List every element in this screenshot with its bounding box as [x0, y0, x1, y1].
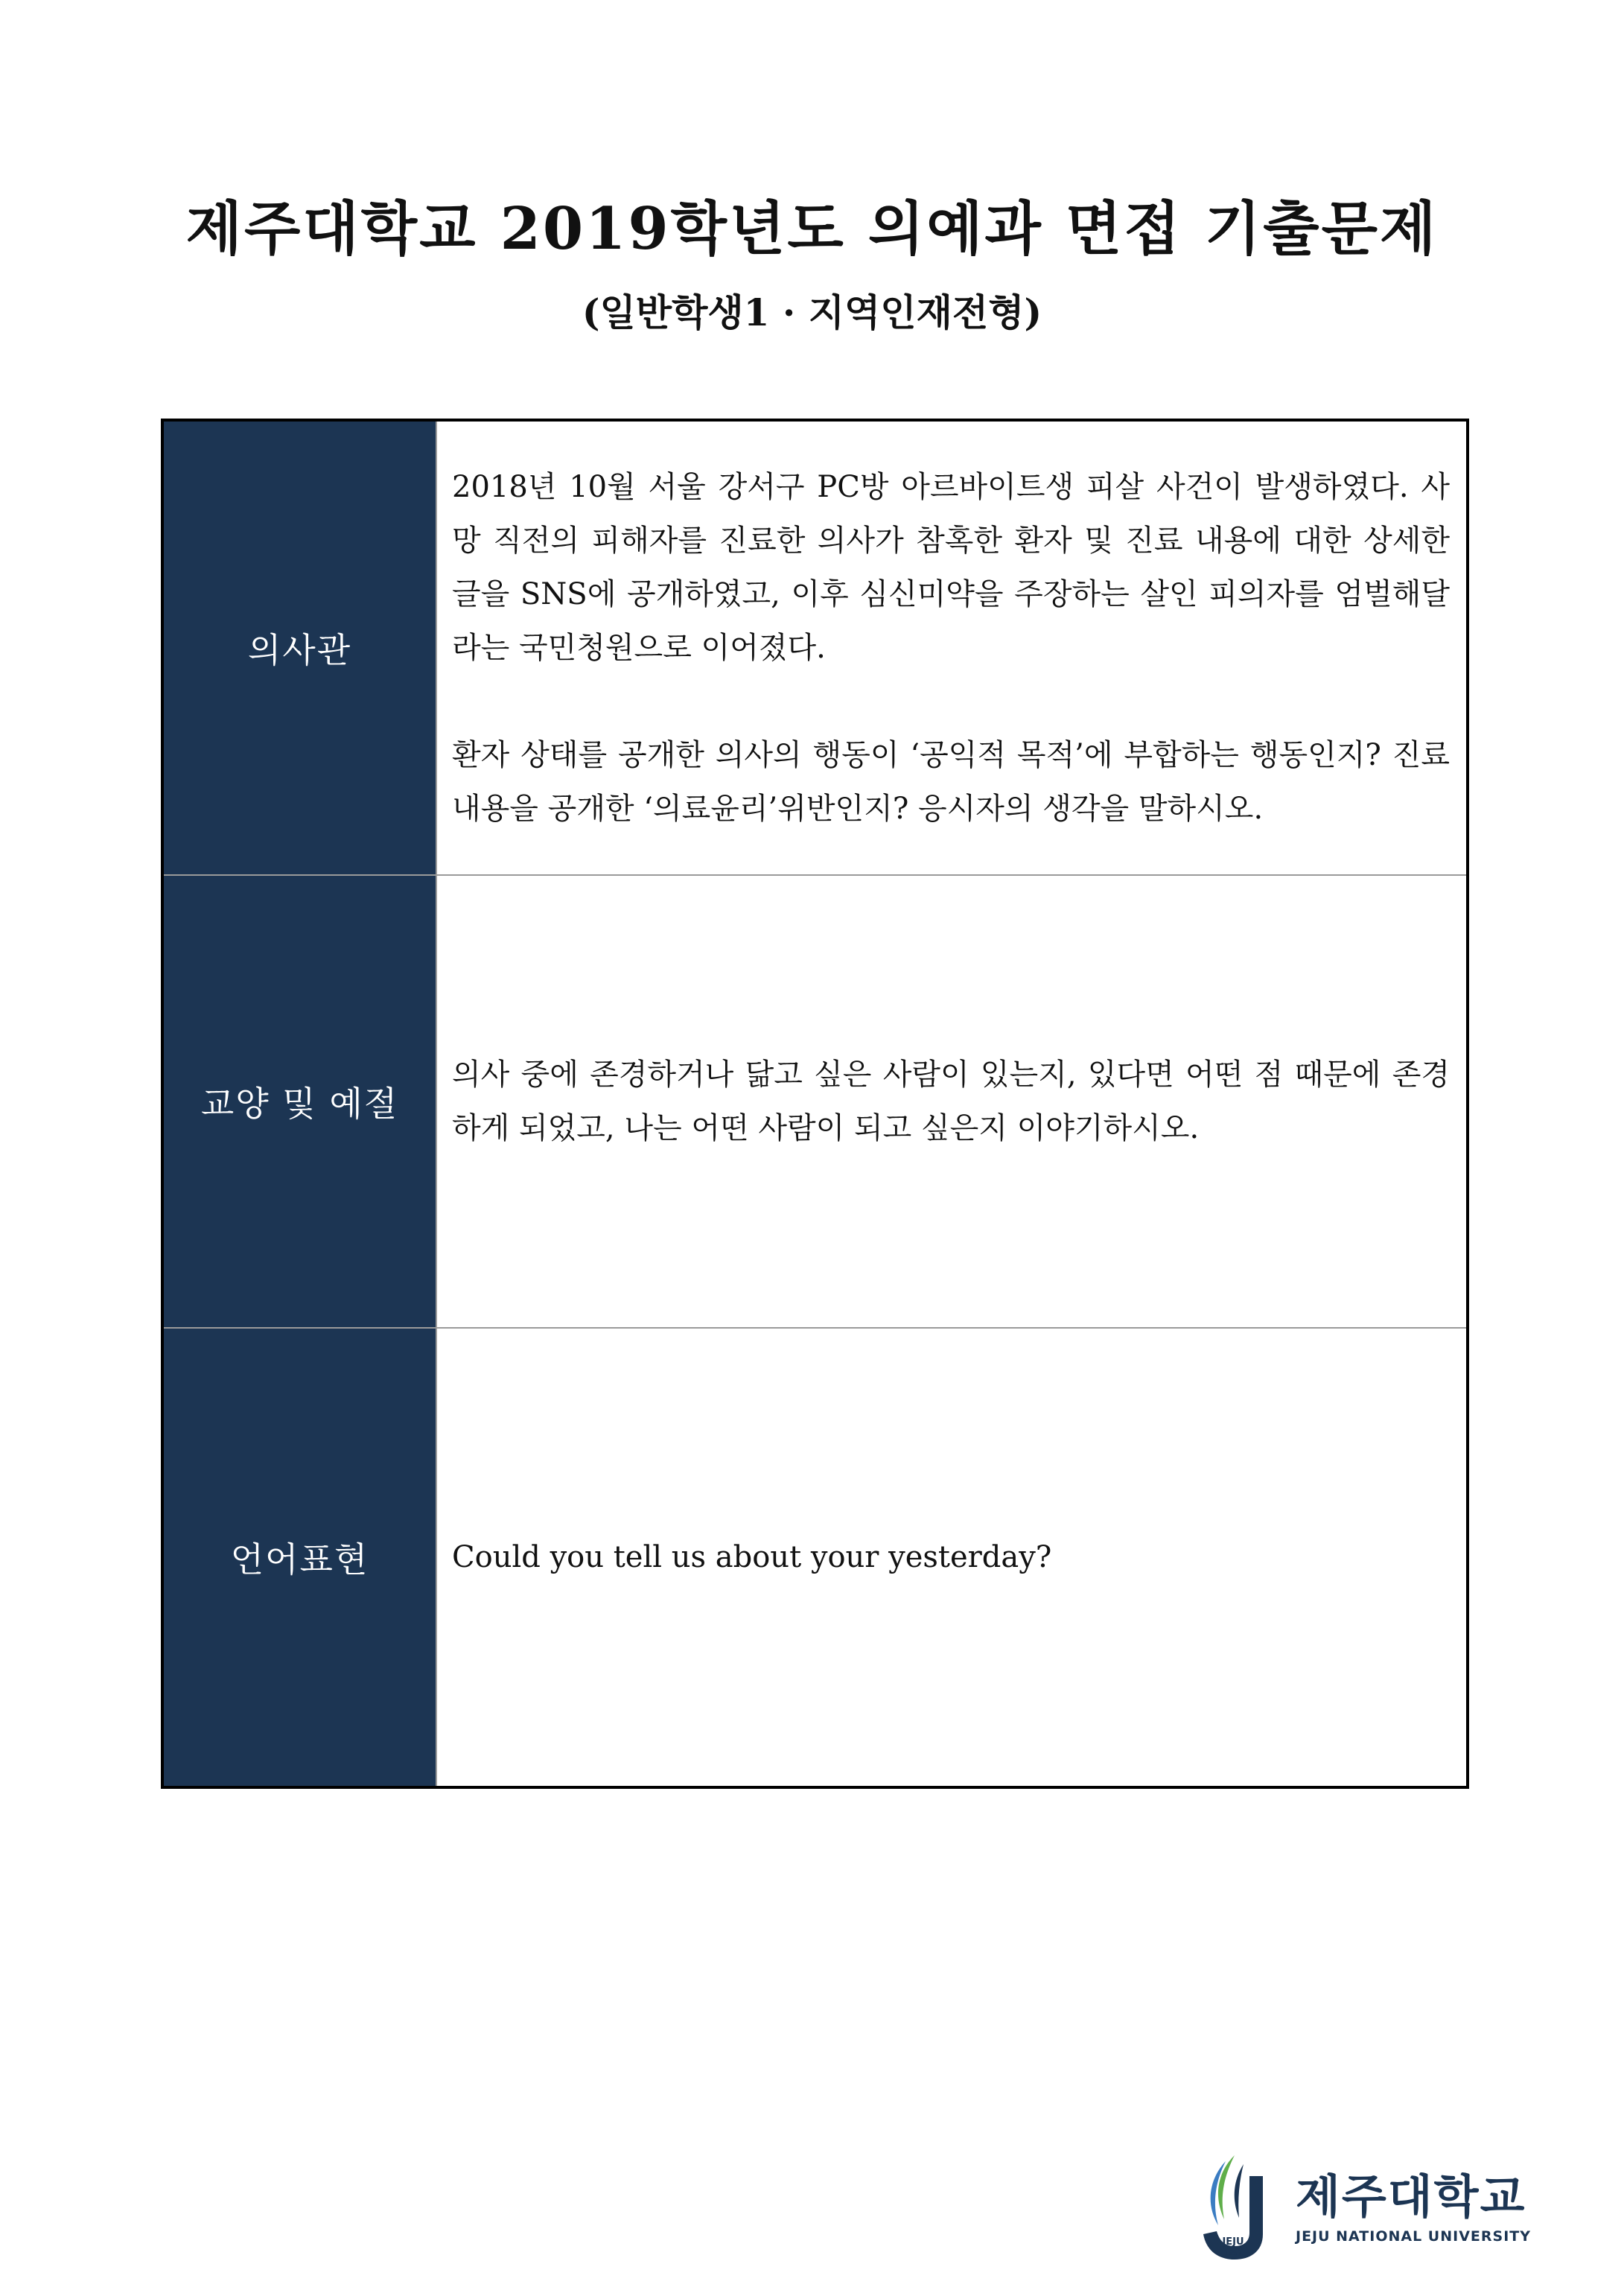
emblem-badge-text: JEJU	[1222, 2236, 1244, 2248]
table-row	[162, 875, 1468, 1328]
category-cell: 의사관	[162, 420, 436, 875]
question-paragraph: Could you tell us about your yesterday?	[452, 1540, 1052, 1574]
university-logo	[1191, 2151, 1531, 2262]
question-cell	[436, 420, 1468, 875]
table-row	[162, 1328, 1468, 1787]
table-row	[162, 420, 1468, 875]
emblem-year-text: 1952	[1224, 2250, 1242, 2257]
question-paragraph: 의사 중에 존경하거나 닮고 싶은 사람이 있는지, 있다면 어떤 점 때문에 존경하게 되었고, 나는 어떤 사람이 되고 싶은지 이야기하시오.	[452, 1058, 1450, 1145]
question-cell	[436, 1328, 1468, 1787]
paragraph-spacer	[452, 675, 1450, 728]
document-title: 제주대학교 2019학년도 의예과 면접 기출문제	[185, 195, 1439, 263]
interview-questions-table	[161, 419, 1469, 1789]
category-cell: 언어표현	[162, 1328, 436, 1787]
jeju-university-emblem-icon	[1191, 2151, 1273, 2262]
logo-name: 제주대학교	[1296, 2169, 1526, 2224]
category-cell: 교양 및 예절	[162, 875, 436, 1328]
question-paragraph: 2018년 10월 서울 강서구 PC방 아르바이트생 피살 사건이 발생하였다. 사망 직전의 피해자를 진료한 의사가 참혹한 환자 및 진료 내용에 대한 상세한 글을 SNS에 공개하였고, 이후 심신미약을 주장하는 살인 피의자를 엄벌해달라는 국민청원으로 이어졌다.	[452, 470, 1450, 665]
question-cell	[436, 875, 1468, 1328]
logo-english-name: JEJU NATIONAL UNIVERSITY	[1296, 2228, 1531, 2245]
document-subtitle: (일반학생1 · 지역인재전형)	[582, 290, 1042, 334]
question-paragraph: 환자 상태를 공개한 의사의 행동이 ‘공익적 목적’에 부합하는 행동인지? 진료내용을 공개한 ‘의료윤리’위반인지? 응시자의 생각을 말하시오.	[452, 738, 1450, 826]
